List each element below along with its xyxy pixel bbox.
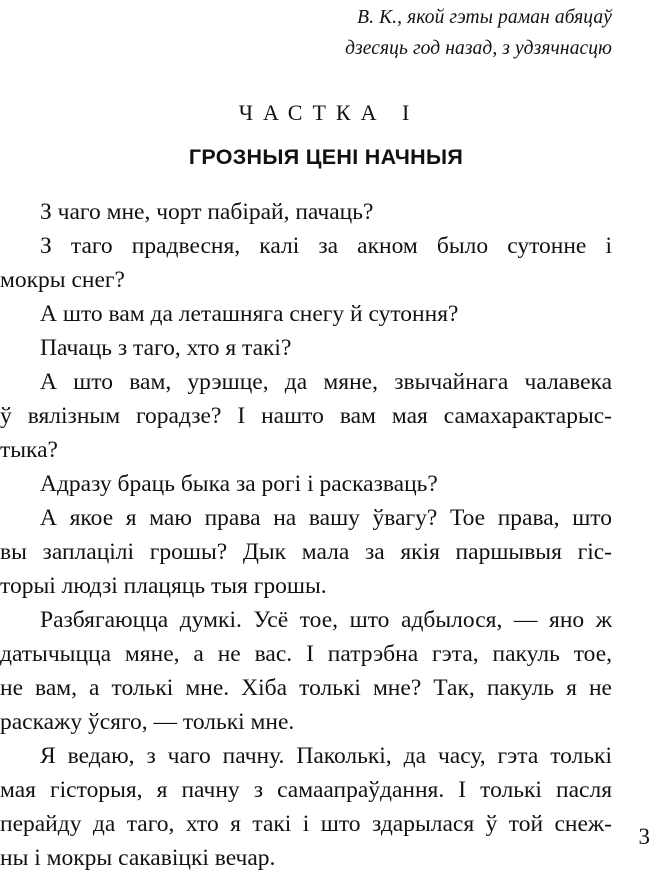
text-line: Я ведаю, з чаго пачну. Паколькі, да часу, гэта толькі xyxy=(40,743,612,769)
body-text xyxy=(0,195,612,875)
text-line: Разбягаюцца думкі. Усё тое, што адбылося, — яно ж xyxy=(40,607,612,633)
paragraph xyxy=(0,739,612,875)
part-title: ЧАСТКА І xyxy=(238,100,420,125)
paragraph xyxy=(0,195,612,229)
text-line: Пачаць з таго, хто я такі? xyxy=(40,335,292,361)
text-line: раскажу ўсяго, — толькі мне. xyxy=(0,709,295,735)
dedication xyxy=(345,2,612,64)
paragraph xyxy=(0,365,612,467)
text-line: З чаго мне, чорт пабірай, пачаць? xyxy=(40,199,374,225)
paragraph xyxy=(0,467,612,501)
paragraph xyxy=(0,603,612,739)
text-line: датычыцца мяне, а не вас. І патрэбна гэта, пакуль тое, xyxy=(0,641,612,667)
text-line: А якое я маю права на вашу ўвагу? Тое права, што xyxy=(40,505,612,531)
text-line: Адразу браць быка за рогі і расказваць? xyxy=(40,471,438,497)
dedication-line: В. К., якой гэты раман абяцаў xyxy=(357,7,612,28)
text-line: З таго прадвесня, калі за акном было сутонне і xyxy=(40,233,612,259)
text-line: мокры снег? xyxy=(0,267,125,293)
page-number: 3 xyxy=(638,824,650,849)
text-line: не вам, а толькі мне. Хіба толькі мне? Так, пакуль я не xyxy=(0,675,612,701)
text-line: перайду да таго, хто я такі і што здарылася ў той снеж- xyxy=(0,811,612,837)
text-line: А што вам, урэшце, да мяне, звычайнага чалавека xyxy=(40,369,612,395)
text-line: ў вялізным горадзе? І нашто вам мая самахарактарыс- xyxy=(0,403,612,429)
dedication-line: дзесяць год назад, з удзячнасцю xyxy=(345,38,612,59)
text-line: ны і мокры сакавіцкі вечар. xyxy=(0,845,276,871)
paragraph xyxy=(0,297,612,331)
paragraph xyxy=(0,229,612,297)
paragraph xyxy=(0,501,612,603)
text-line: торыі людзі плацяць тыя грошы. xyxy=(0,573,327,599)
chapter-title: ГРОЗНЫЯ ЦЕНІ НАЧНЫЯ xyxy=(188,145,464,169)
text-line: вы заплацілі грошы? Дык мала за якія паршывыя гіс- xyxy=(0,539,612,565)
text-line: тыка? xyxy=(0,437,58,463)
text-line: мая гісторыя, я пачну з самаапраўдання. І толькі пасля xyxy=(0,777,612,803)
paragraph xyxy=(0,331,612,365)
text-line: А што вам да леташняга снегу й сутоння? xyxy=(40,301,459,327)
